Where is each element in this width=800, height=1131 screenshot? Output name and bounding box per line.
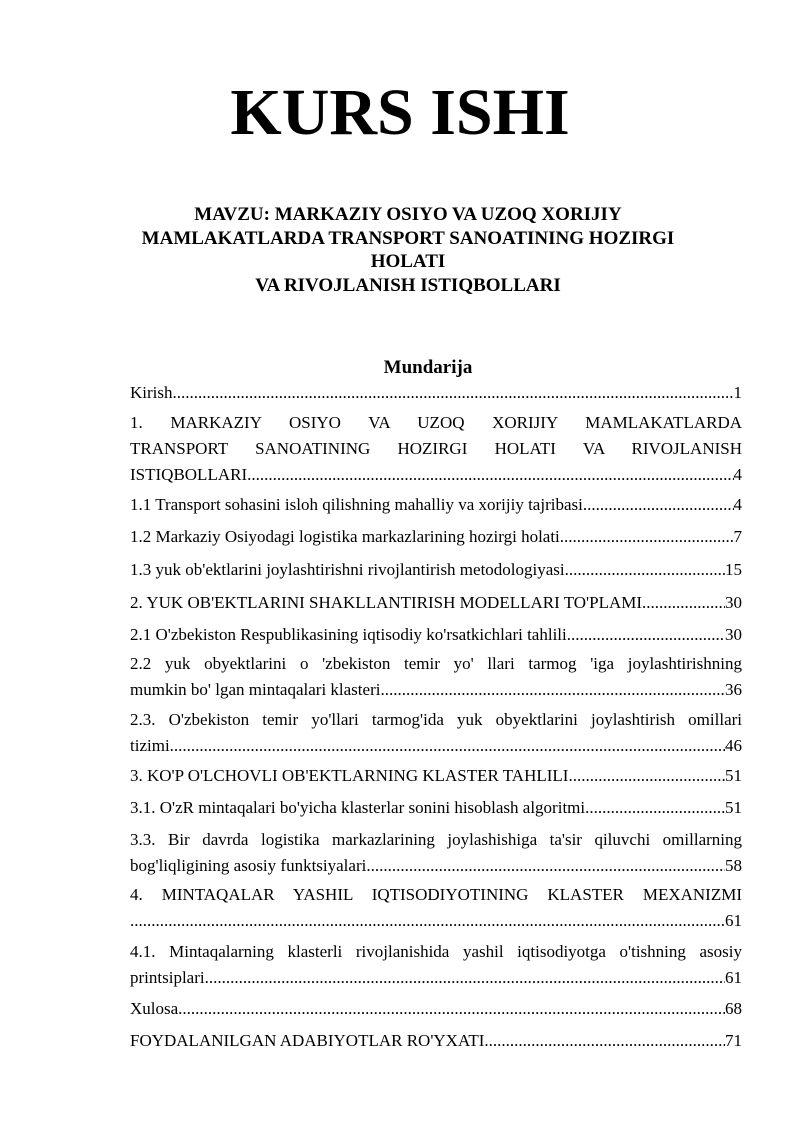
- toc-page-number: 51: [725, 766, 742, 785]
- toc-page-number: 51: [725, 798, 742, 817]
- toc-page-number: 30: [725, 593, 742, 612]
- toc-entry-last-line: [130, 996, 742, 1022]
- document-title: KURS ISHI: [230, 76, 570, 149]
- toc-dot-leader: [583, 492, 734, 518]
- toc-entry-last-line: [130, 795, 742, 821]
- toc-page-number: 71: [725, 1031, 742, 1050]
- toc-page-number: 46: [725, 736, 742, 755]
- toc-entry[interactable]: [130, 827, 742, 879]
- toc-dot-leader: [170, 733, 725, 759]
- toc-page-number: 7: [733, 527, 742, 546]
- toc-entry-line: TRANSPORT SANOATINING HOZIRGI HOLATI VA RIVOJLANISH: [130, 439, 742, 458]
- toc-page-number: 15: [725, 560, 742, 579]
- toc-entry-text: 2. YUK OB'EKTLARINI SHAKLLANTIRISH MODELLARI TO'PLAMI: [130, 593, 643, 612]
- toc-entry-line: 3.3. Bir davrda logistika markazlarining joylashishiga ta'sir qiluvchi omillarning: [130, 830, 742, 849]
- toc-entry-line: 2.3. O'zbekiston temir yo'llari tarmog'ida yuk obyektlarini joylashtirish omillari: [130, 710, 742, 729]
- toc-heading: Mundarija: [383, 357, 473, 378]
- toc-entry-line: 1. MARKAZIY OSIYO VA UZOQ XORIJIY MAMLAKATLARDA: [130, 413, 742, 432]
- toc-dot-leader: [565, 557, 725, 583]
- toc-entry-text: tizimi: [130, 736, 170, 755]
- toc-entry[interactable]: [130, 882, 742, 934]
- toc-entry[interactable]: [130, 622, 742, 648]
- toc-dot-leader: [567, 622, 725, 648]
- toc-dot-leader: [130, 908, 725, 934]
- toc-entry-last-line: [130, 590, 742, 616]
- toc-dot-leader: [173, 380, 734, 406]
- topic-line: VA RIVOJLANISH ISTIQBOLLARI: [255, 274, 561, 296]
- toc-dot-leader: [380, 677, 725, 703]
- toc-entry[interactable]: [130, 557, 742, 583]
- toc-entry-line: 4.1. Mintaqalarning klasterli rivojlanishida yashil iqtisodiyotga o'tishning asosiy: [130, 942, 742, 961]
- toc-page-number: 36: [725, 680, 742, 699]
- toc-entry-last-line: [130, 677, 742, 703]
- toc-entry[interactable]: [130, 380, 742, 406]
- toc-entry-text: bog'liqligining asosiy funktsiyalari: [130, 856, 367, 875]
- toc-entry-text: FOYDALANILGAN ADABIYOTLAR RO'YXATI: [130, 1031, 485, 1050]
- toc-dot-leader: [247, 462, 733, 488]
- toc-entry-last-line: [130, 380, 742, 406]
- toc-page-number: 1: [733, 383, 742, 402]
- toc-dot-leader: [178, 996, 725, 1022]
- toc-entry-text: mumkin bo' lgan mintaqalari klasteri: [130, 680, 381, 699]
- toc-page-number: 61: [725, 911, 742, 930]
- topic-line: MAVZU: MARKAZIY OSIYO VA UZOQ XORIJIY: [194, 204, 622, 225]
- toc-entry[interactable]: [130, 763, 742, 789]
- toc-entry-text: 2.1 O'zbekiston Respublikasining iqtisodiy ko'rsatkichlari tahlili: [130, 625, 567, 644]
- toc-dot-leader: [585, 795, 725, 821]
- toc-entry-line: 2.2 yuk obyektlarini o 'zbekiston temir yo' llari tarmog 'iga joylashtirishning: [130, 654, 742, 673]
- toc-entry-last-line: [130, 462, 742, 488]
- toc-entry[interactable]: [130, 590, 742, 616]
- toc-entry[interactable]: [130, 410, 742, 488]
- toc-entry[interactable]: [130, 1028, 742, 1054]
- toc-page-number: 30: [725, 625, 742, 644]
- toc-entry-text: 3.1. O'zR mintaqalari bo'yicha klasterlar sonini hisoblash algoritmi: [130, 798, 586, 817]
- toc-entry-last-line: [130, 763, 742, 789]
- toc-entry-last-line: [130, 908, 742, 934]
- toc-entry-line: 4. MINTAQALAR YASHIL IQTISODIYOTINING KLASTER MEXANIZMI: [130, 885, 742, 904]
- toc-entry-text: 1.2 Markaziy Osiyodagi logistika markazlarining hozirgi holati: [130, 527, 560, 546]
- toc-entry[interactable]: [130, 795, 742, 821]
- toc-page-number: 68: [725, 999, 742, 1018]
- topic-line: HOLATI: [370, 251, 446, 272]
- toc-page-number: 4: [733, 495, 742, 514]
- toc-entry-last-line: [130, 492, 742, 518]
- toc-dot-leader: [484, 1028, 725, 1054]
- toc-entry-last-line: [130, 965, 742, 991]
- toc-page-number: 58: [725, 856, 742, 875]
- toc-dot-leader: [205, 965, 725, 991]
- toc-entry-text: Kirish: [130, 383, 173, 402]
- topic-line: MAMLAKATLARDA TRANSPORT SANOATINING HOZIRGI: [141, 227, 675, 249]
- toc-entry-last-line: [130, 853, 742, 879]
- toc-dot-leader: [568, 763, 725, 789]
- toc-entry[interactable]: [130, 524, 742, 550]
- toc-page-number: 61: [725, 968, 742, 987]
- toc-dot-leader: [560, 524, 734, 550]
- toc-entry-last-line: [130, 733, 742, 759]
- topic-heading: [110, 203, 706, 297]
- toc-entry-last-line: [130, 1028, 742, 1054]
- toc-entry[interactable]: [130, 939, 742, 991]
- toc-entry-text: 3. KO'P O'LCHOVLI OB'EKTLARNING KLASTER TAHLILI: [130, 766, 569, 785]
- toc-entry[interactable]: [130, 492, 742, 518]
- toc-entry-last-line: [130, 557, 742, 583]
- toc-dot-leader: [366, 853, 725, 879]
- toc-entry-last-line: [130, 622, 742, 648]
- toc-page-number: 4: [733, 465, 742, 484]
- toc-dot-leader: [642, 590, 725, 616]
- toc-entry-text: 1.1 Transport sohasini isloh qilishning mahalliy va xorijiy tajribasi: [130, 495, 583, 514]
- toc-entry[interactable]: [130, 996, 742, 1022]
- toc-entry-text: 1.3 yuk ob'ektlarini joylashtirishni rivojlantirish metodologiyasi: [130, 560, 565, 579]
- toc-entry[interactable]: [130, 651, 742, 703]
- toc-entry-text: printsiplari: [130, 968, 205, 987]
- toc-entry-text: Xulosa: [130, 999, 179, 1018]
- toc-entry[interactable]: [130, 707, 742, 759]
- toc-entry-last-line: [130, 524, 742, 550]
- toc-entry-text: ISTIQBOLLARI: [130, 465, 248, 484]
